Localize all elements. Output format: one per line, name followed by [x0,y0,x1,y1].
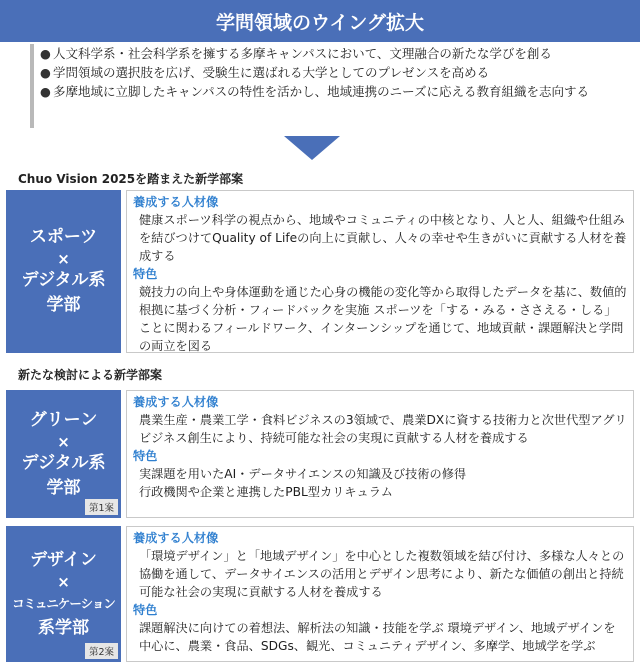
plan-badge: 第1案 [85,499,118,515]
bullet-icon: ● [40,46,51,61]
card-title-line: デザイン [30,549,97,570]
card-title-design [6,526,121,662]
card-body-talent: 農業生産・農業工学・食料ビジネスの3領域で、農業DXに資する技術力と次世代型アグリ [139,413,627,427]
card-body-features: 実課題を用いたAI・データサイエンスの知識及び技術の修得 [139,467,467,481]
intro-bullet [40,63,634,82]
card-title-green [6,390,121,518]
section-label-new-review: 新たな検討による新学部案 [18,368,163,382]
down-arrow-icon [284,136,340,160]
card-description-green [126,390,634,518]
card-title-line: コミュニケーション [12,595,115,611]
card-title-times: × [57,250,70,268]
card-title-times: × [57,432,70,451]
card-heading-features: 特色 [133,267,158,281]
intro-bullet-text: 人文科学系・社会科学系を擁する多摩キャンパスにおいて、文理融合の新たな学びを創る [53,46,552,61]
card-body-talent-cont: ビジネス創生により、持続可能な社会の実現に貢献する人材を養成する [139,431,529,445]
card-title-line: スポーツ [29,227,98,247]
card-title-line: 学部 [46,477,81,498]
bullet-icon: ● [40,65,51,80]
page-title [0,0,640,42]
card-body-features: 競技力の向上や身体運動を通じた心身の機能の変化等から取得したデータを基に、数値的根拠に基づく分析・フィードバックを実施 スポーツを「する・みる・ささえる・しる」ことに関わるフィールドワーク、インターンシップを通じて、地域貢献・課題解決と学問の両立を図る [139,285,627,353]
card-heading-talent: 養成する人材像 [133,531,219,545]
card-heading-features: 特色 [133,603,158,617]
intro-bullet-text: 多摩地域に立脚したキャンパスの特性を活かし、地域連携のニーズに応える教育組織を志向する [53,84,590,99]
card-description-design [126,526,634,662]
page-title-text: 学問領域のウイング拡大 [215,11,425,34]
card-description-sports [126,190,634,353]
card-heading-talent: 養成する人材像 [133,395,219,409]
section-label-vision: Chuo Vision 2025を踏まえた新学部案 [18,172,244,186]
card-heading-talent: 養成する人材像 [133,195,219,209]
bullet-icon: ● [40,84,51,99]
intro-bullet [40,82,634,101]
card-body-features: 課題解決に向けての着想法、解析法の知識・技能を学ぶ 環境デザイン、地域デザインを中心に、農業・食品、SDGs、観光、コミュニティデザイン、多摩学、地域学を学ぶ [139,621,616,653]
card-title-line: デジタル系 [21,452,106,473]
intro-bullet-text: 学問領域の選択肢を広げ、受験生に選ばれる大学としてのプレゼンスを高める [53,65,490,80]
card-body-features-cont: 行政機関や企業と連携したPBL型カリキュラム [139,485,393,499]
card-body-talent: 健康スポーツ科学の視点から、地域やコミュニティの中核となり、人と人、組織や仕組みを結びつけてQuality of Lifeの向上に貢献し、人々の幸せや生きがいに貢献する人材を養成する [139,213,627,263]
card-title-line: 系学部 [38,617,89,638]
card-body-talent: 「環境デザイン」と「地域デザイン」を中心とした複数領域を結び付け、多様な人々との協働を通して、データサイエンスの活用とデザイン思考により、新たな価値の創出と持続可能な社会の実現に貢献する人材を養成する [139,549,625,599]
card-title-sports [6,190,121,353]
intro-bullets [30,44,634,128]
card-title-times: × [57,572,70,591]
plan-badge: 第2案 [85,643,118,659]
card-title-line: デジタル系 [21,270,106,290]
card-title-line: 学部 [46,295,81,315]
card-heading-features: 特色 [133,449,158,463]
intro-bullet [40,44,634,63]
card-title-line: グリーン [29,409,98,430]
